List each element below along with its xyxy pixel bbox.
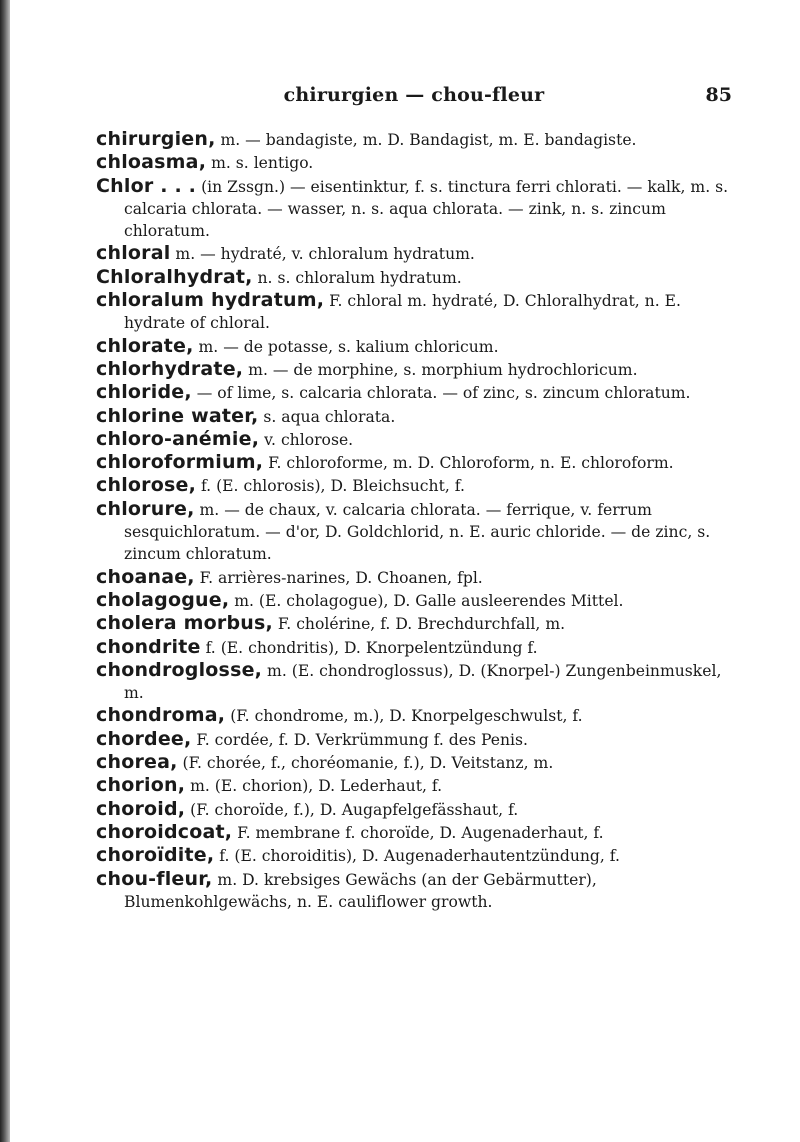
dictionary-entry	[96, 566, 732, 589]
entry-text: F. arrières-narines, D. Choanen, fpl.	[194, 568, 483, 587]
entry-text: (F. chondrome, m.), D. Knorpelgeschwulst, f.	[225, 707, 583, 726]
entry-headword: chou-fleur,	[96, 867, 213, 890]
running-head	[96, 84, 732, 110]
dictionary-entry	[96, 659, 732, 705]
entry-text: F. chloral m. hydraté, D. Chloralhydrat, n. E. hydrate of chloral.	[124, 292, 681, 333]
dictionary-entry	[96, 798, 732, 821]
entry-text: m. (E. cholagogue), D. Galle ausleerendes Mittel.	[229, 591, 624, 610]
entry-text: F. cholérine, f. D. Brechdurchfall, m.	[272, 615, 566, 634]
entry-text: m. — de chaux, v. calcaria chlorata. — ferrique, v. ferrum sesquichloratum. — d'or, D. Goldchlorid, n. E. auric chloride. — de zinc, s. zincum chloratum.	[124, 500, 711, 564]
entry-headword: chloralum hydratum,	[96, 289, 325, 312]
entry-text: m. — hydraté, v. chloralum hydratum.	[170, 245, 475, 264]
entry-list	[96, 128, 732, 913]
entry-headword: chloasma,	[96, 151, 207, 174]
entry-headword: chlorure,	[96, 497, 195, 520]
dictionary-entry	[96, 821, 732, 844]
entry-headword: chlorose,	[96, 474, 196, 497]
entry-text: m. s. lentigo.	[206, 154, 314, 173]
entry-headword: choroid,	[96, 797, 186, 820]
entry-text: F. membrane f. choroïde, D. Augenaderhaut, f.	[232, 823, 604, 842]
dictionary-entry	[96, 151, 732, 174]
entry-text: v. chlorose.	[259, 430, 354, 449]
entry-headword: chlorate,	[96, 334, 194, 357]
entry-headword: chloral	[96, 242, 171, 265]
entry-headword: chondroma,	[96, 704, 226, 727]
entry-text: m. (E. chorion), D. Lederhaut, f.	[185, 777, 443, 796]
entry-text: m. — de morphine, s. morphium hydrochloricum.	[243, 360, 638, 379]
running-head-title: chirurgien — chou-fleur	[283, 84, 545, 106]
entry-text: (F. chorée, f., choréomanie, f.), D. Veitstanz, m.	[177, 754, 554, 773]
dictionary-entry	[96, 868, 732, 914]
entry-headword: choroïdite,	[96, 844, 215, 867]
dictionary-entry	[96, 242, 732, 265]
entry-text: s. aqua chlorata.	[258, 407, 396, 426]
dictionary-entry	[96, 751, 732, 774]
dictionary-entry	[96, 844, 732, 867]
dictionary-entry	[96, 451, 732, 474]
entry-headword: chondroglosse,	[96, 658, 263, 681]
dictionary-entry	[96, 589, 732, 612]
entry-text: F. cordée, f. D. Verkrümmung f. des Penis.	[191, 730, 528, 749]
dictionary-entry	[96, 612, 732, 635]
dictionary-entry	[96, 474, 732, 497]
dictionary-entry	[96, 128, 732, 151]
dictionary-entry	[96, 704, 732, 727]
entry-headword: chloride,	[96, 381, 192, 404]
dictionary-entry	[96, 289, 732, 335]
entry-text: (in Zssgn.) — eisentinktur, f. s. tinctura ferri chlorati. — kalk, m. s. calcaria chlorata. — wasser, n. s. aqua chlorata. — zink, n. s. zincum chloratum.	[124, 177, 729, 241]
entry-text: f. (E. chondritis), D. Knorpelentzündung f.	[200, 638, 538, 657]
entry-text: — of lime, s. calcaria chlorata. — of zinc, s. zincum chloratum.	[191, 384, 691, 403]
entry-headword: chondrite	[96, 635, 201, 658]
entry-headword: choanae,	[96, 565, 195, 588]
entry-text: m. — de potasse, s. kalium chloricum.	[193, 337, 499, 356]
entry-text: f. (E. chlorosis), D. Bleichsucht, f.	[196, 477, 465, 496]
dictionary-entry	[96, 498, 732, 566]
page-number: 85	[705, 84, 732, 106]
dictionary-entry	[96, 266, 732, 289]
dictionary-entry	[96, 405, 732, 428]
entry-headword: chloroformium,	[96, 451, 264, 474]
entry-headword: cholera morbus,	[96, 612, 273, 635]
entry-text: m. D. krebsiges Gewächs (an der Gebärmutter), Blumenkohlgewächs, n. E. cauliflower growth.	[124, 870, 597, 911]
entry-headword: chlorine water,	[96, 404, 259, 427]
entry-headword: chirurgien,	[96, 128, 216, 150]
entry-text: f. (E. choroiditis), D. Augenaderhautentzündung, f.	[214, 847, 620, 866]
entry-headword: choroidcoat,	[96, 820, 233, 843]
entry-headword: chordee,	[96, 727, 192, 750]
entry-headword: chorea,	[96, 751, 178, 774]
dictionary-entry	[96, 175, 732, 243]
entry-text: F. chloroforme, m. D. Chloroform, n. E. chloroform.	[263, 454, 674, 473]
dictionary-entry	[96, 728, 732, 751]
dictionary-page	[96, 84, 732, 913]
entry-text: (F. choroïde, f.), D. Augapfelgefässhaut, f.	[185, 800, 519, 819]
dictionary-entry	[96, 428, 732, 451]
dictionary-entry	[96, 636, 732, 659]
entry-headword: chorion,	[96, 774, 186, 797]
entry-text: m. — bandagiste, m. D. Bandagist, m. E. bandagiste.	[215, 131, 637, 149]
dictionary-entry	[96, 381, 732, 404]
book-spine-shadow	[0, 0, 10, 1142]
dictionary-entry	[96, 358, 732, 381]
entry-headword: chloro-anémie,	[96, 427, 260, 450]
dictionary-entry	[96, 335, 732, 358]
entry-headword: Chlor . . .	[96, 174, 197, 197]
entry-headword: Chloralhydrat,	[96, 265, 253, 288]
entry-text: n. s. chloralum hydratum.	[252, 268, 462, 287]
entry-text: m. (E. chondroglossus), D. (Knorpel-) Zungenbeinmuskel, m.	[124, 661, 722, 703]
entry-headword: chlorhydrate,	[96, 357, 244, 380]
dictionary-entry	[96, 774, 732, 797]
entry-headword: cholagogue,	[96, 588, 230, 611]
